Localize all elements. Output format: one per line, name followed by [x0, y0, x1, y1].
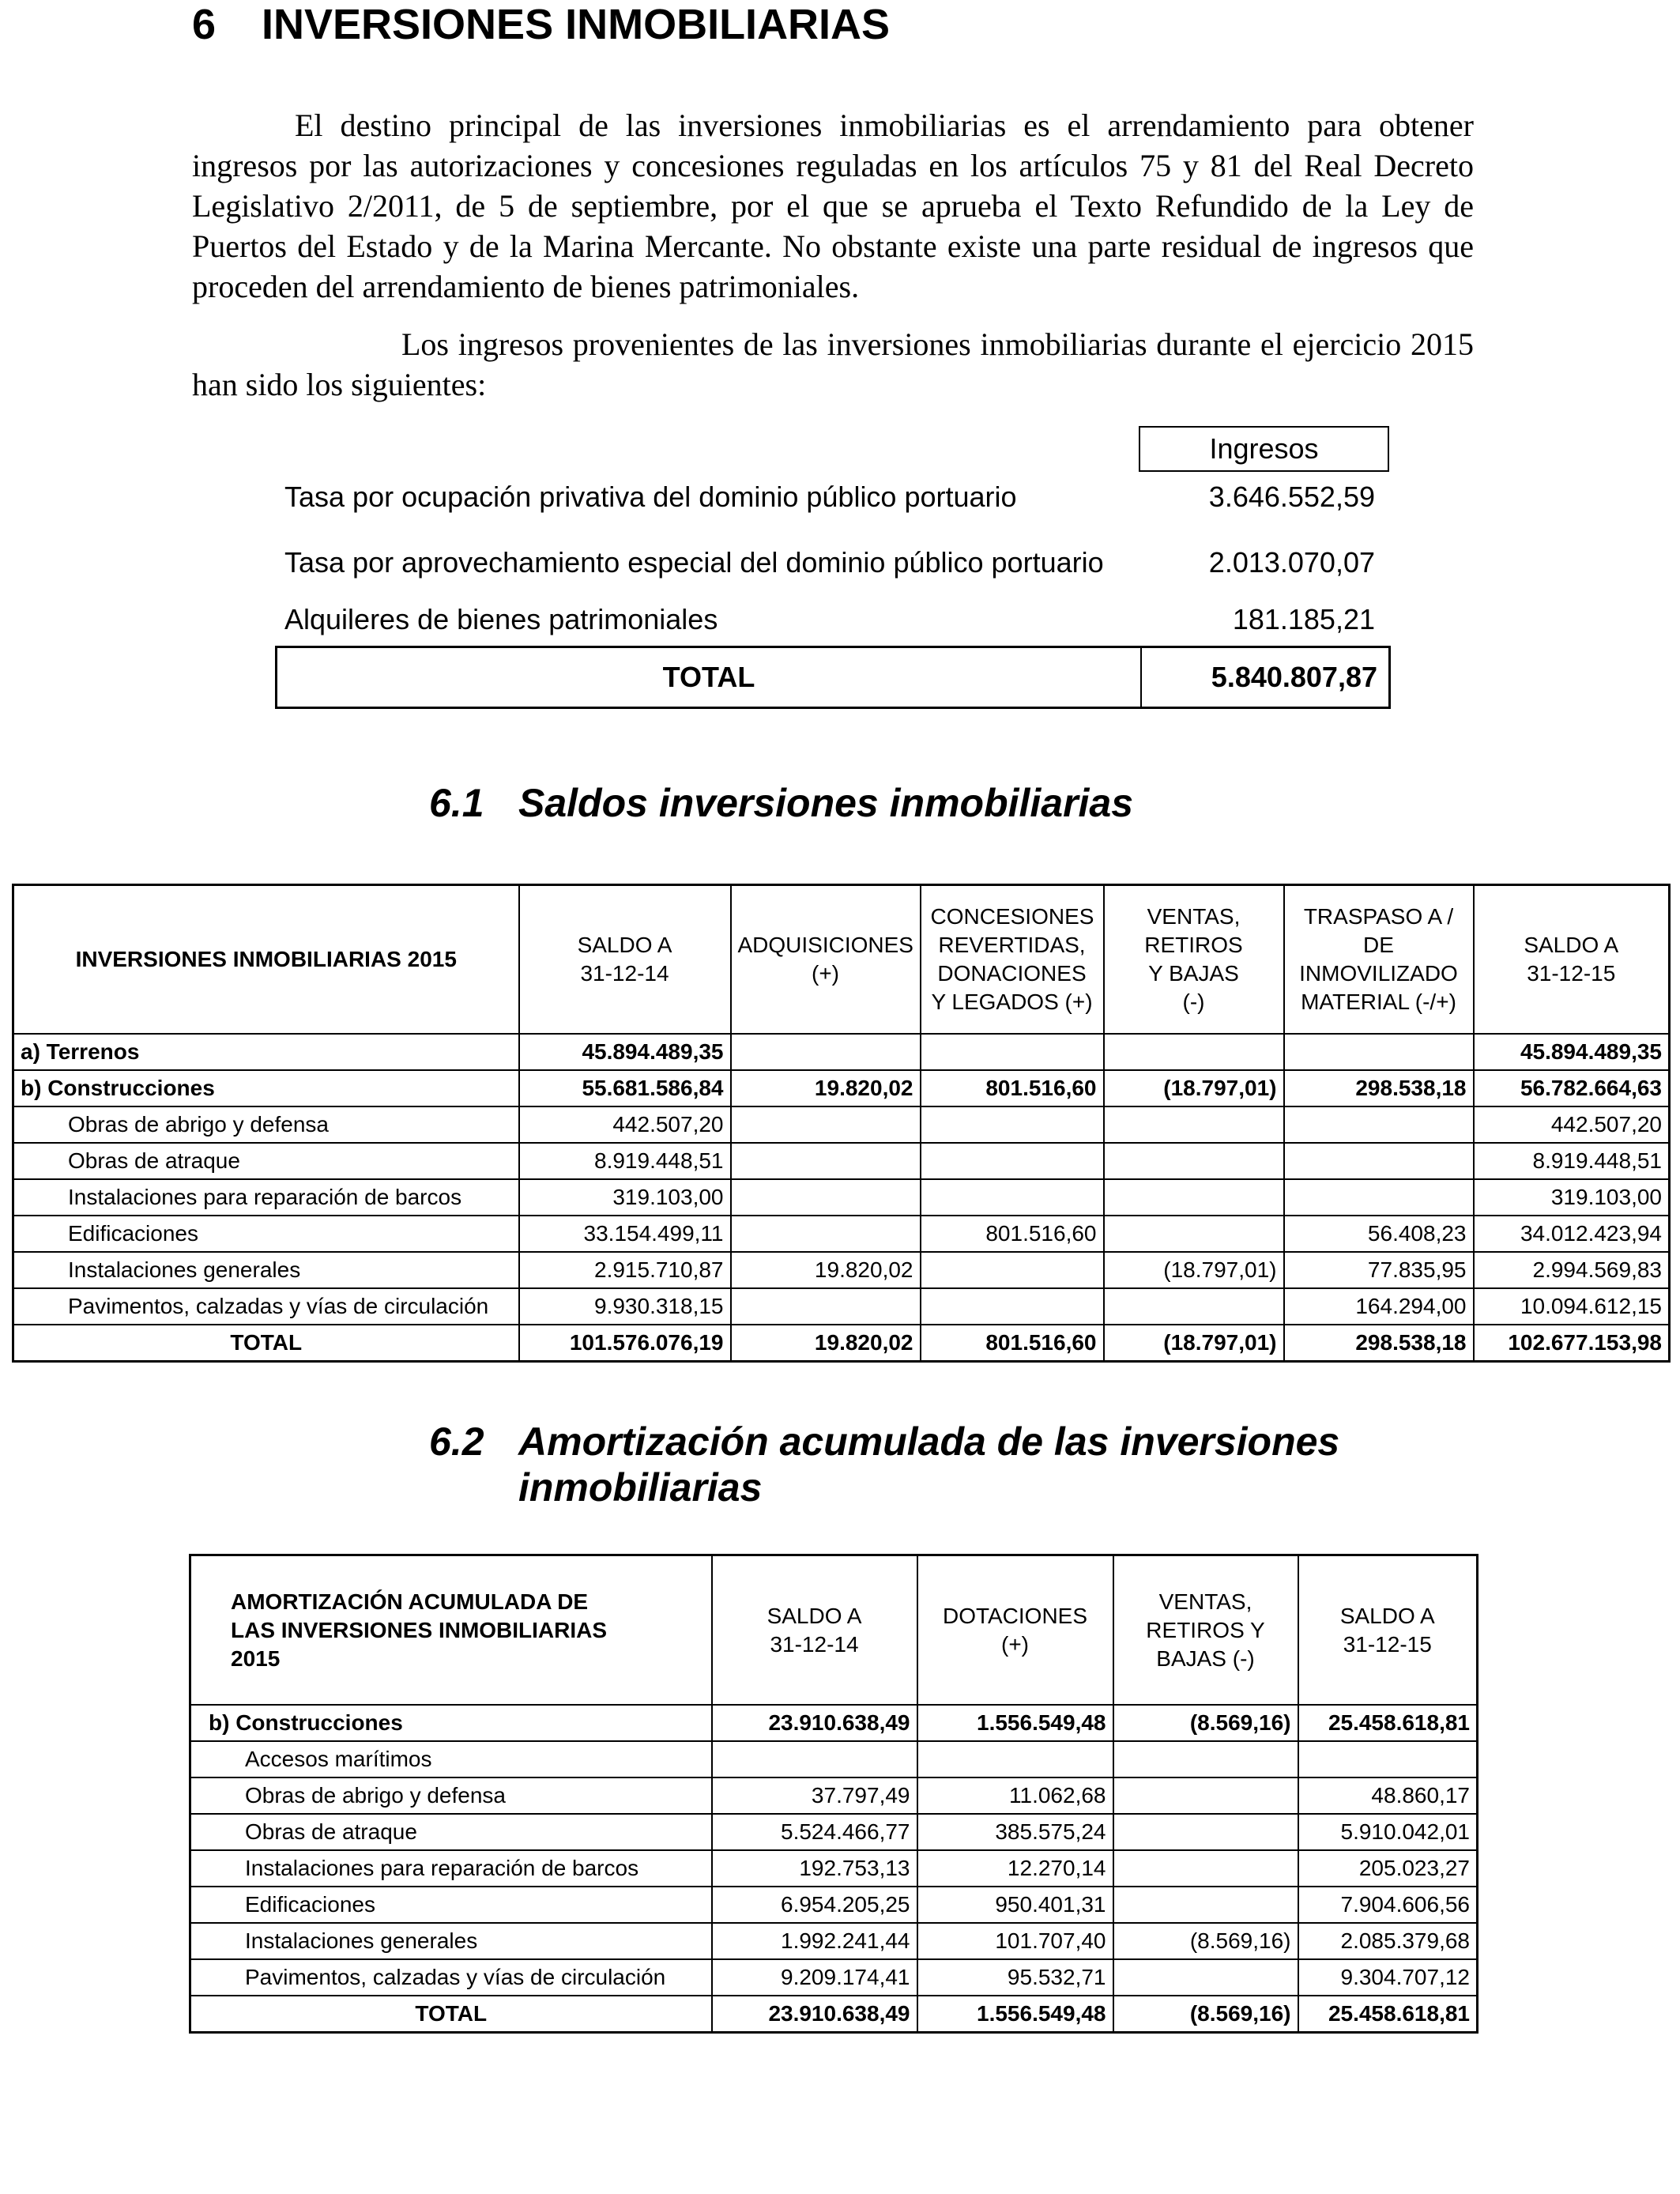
amortizacion-header-saldo-ini: SALDO A 31-12-14	[712, 1555, 917, 1706]
cell-saldo-fin: 2.085.379,68	[1298, 1923, 1478, 1959]
cell-saldo-ini: 319.103,00	[519, 1179, 731, 1216]
cell-concesiones	[921, 1252, 1104, 1288]
cell-saldo-fin: 205.023,27	[1298, 1850, 1478, 1887]
row-label: Accesos marítimos	[190, 1741, 712, 1777]
cell-traspaso: 298.538,18	[1284, 1070, 1474, 1106]
cell-saldo-ini: 8.919.448,51	[519, 1143, 731, 1179]
cell-concesiones: 801.516,60	[921, 1070, 1104, 1106]
cell-saldo-fin: 10.094.612,15	[1474, 1288, 1670, 1325]
ingresos-row	[284, 524, 1389, 601]
subsection-61-title	[429, 780, 1133, 826]
cell-adquisiciones	[731, 1216, 921, 1252]
cell-dotaciones: 950.401,31	[917, 1887, 1113, 1923]
cell-saldo-ini: 23.910.638,49	[712, 1705, 917, 1741]
row-label: Edificaciones	[190, 1887, 712, 1923]
cell-saldo-fin: 56.782.664,63	[1474, 1070, 1670, 1106]
cell-saldo-fin: 25.458.618,81	[1298, 1705, 1478, 1741]
cell-ventas	[1113, 1777, 1298, 1814]
cell-dotaciones: 11.062,68	[917, 1777, 1113, 1814]
row-label: TOTAL	[13, 1325, 519, 1362]
subsection-title-text: Saldos inversiones inmobiliarias	[518, 781, 1134, 825]
subsection-62-title	[429, 1419, 1339, 1510]
table-row	[13, 1288, 1670, 1325]
cell-saldo-ini: 2.915.710,87	[519, 1252, 731, 1288]
cell-ventas	[1104, 1288, 1284, 1325]
cell-saldo-fin: 34.012.423,94	[1474, 1216, 1670, 1252]
paragraph-text: Los ingresos provenientes de las inversiones inmobiliarias durante el ejercicio 2015 han sido los siguientes:	[192, 326, 1474, 402]
cell-ventas	[1104, 1143, 1284, 1179]
cell-saldo-fin: 102.677.153,98	[1474, 1325, 1670, 1362]
ingresos-value: 3.646.552,59	[1208, 481, 1375, 513]
ingresos-value: 181.185,21	[1232, 603, 1375, 635]
row-label: Instalaciones generales	[13, 1252, 519, 1288]
table-row	[190, 1887, 1478, 1923]
ingresos-total-row	[275, 646, 1391, 709]
amortizacion-header-dotaciones: DOTACIONES (+)	[917, 1555, 1113, 1706]
ingresos-value: 2.013.070,07	[1208, 546, 1375, 579]
cell-saldo-fin: 5.910.042,01	[1298, 1814, 1478, 1850]
cell-concesiones: 801.516,60	[921, 1216, 1104, 1252]
saldos-header-row	[13, 885, 1670, 1035]
ingresos-intro-paragraph	[192, 324, 1474, 405]
cell-saldo-ini: 9.930.318,15	[519, 1288, 731, 1325]
table-row	[13, 1252, 1670, 1288]
cell-saldo-fin: 45.894.489,35	[1474, 1034, 1670, 1070]
table-row	[190, 1741, 1478, 1777]
cell-dotaciones	[917, 1741, 1113, 1777]
cell-saldo-ini: 5.524.466,77	[712, 1814, 917, 1850]
section-number: 6	[192, 1, 217, 48]
saldos-header-saldo-ini: SALDO A 31-12-14	[519, 885, 731, 1035]
ingresos-header: Ingresos	[1139, 426, 1389, 472]
cell-concesiones	[921, 1106, 1104, 1143]
row-label: a) Terrenos	[13, 1034, 519, 1070]
cell-adquisiciones: 19.820,02	[731, 1325, 921, 1362]
row-label: TOTAL	[190, 1996, 712, 2033]
cell-dotaciones: 1.556.549,48	[917, 1996, 1113, 2033]
cell-ventas	[1104, 1179, 1284, 1216]
saldos-header-traspaso: TRASPASO A / DE INMOVILIZADO MATERIAL (-/+)	[1284, 885, 1474, 1035]
cell-saldo-fin	[1298, 1741, 1478, 1777]
amortizacion-header-saldo-fin: SALDO A 31-12-15	[1298, 1555, 1478, 1706]
cell-traspaso	[1284, 1179, 1474, 1216]
subsection-title-text: inmobiliarias	[518, 1465, 763, 1510]
cell-adquisiciones: 19.820,02	[731, 1252, 921, 1288]
cell-traspaso: 56.408,23	[1284, 1216, 1474, 1252]
subsection-number: 6.1	[429, 781, 484, 825]
cell-saldo-fin: 25.458.618,81	[1298, 1996, 1478, 2033]
cell-adquisiciones	[731, 1106, 921, 1143]
cell-adquisiciones	[731, 1143, 921, 1179]
table-row	[190, 1959, 1478, 1996]
row-label: Obras de atraque	[190, 1814, 712, 1850]
cell-saldo-ini: 23.910.638,49	[712, 1996, 917, 2033]
cell-saldo-fin: 9.304.707,12	[1298, 1959, 1478, 1996]
cell-dotaciones: 95.532,71	[917, 1959, 1113, 1996]
saldos-header-label: INVERSIONES INMOBILIARIAS 2015	[13, 885, 519, 1035]
cell-dotaciones: 101.707,40	[917, 1923, 1113, 1959]
row-label: Obras de atraque	[13, 1143, 519, 1179]
cell-traspaso: 164.294,00	[1284, 1288, 1474, 1325]
ingresos-row	[284, 601, 1389, 638]
table-row	[13, 1179, 1670, 1216]
cell-traspaso: 77.835,95	[1284, 1252, 1474, 1288]
ingresos-row	[284, 479, 1389, 515]
cell-adquisiciones	[731, 1179, 921, 1216]
cell-dotaciones: 385.575,24	[917, 1814, 1113, 1850]
row-label: Instalaciones para reparación de barcos	[190, 1850, 712, 1887]
cell-ventas	[1113, 1850, 1298, 1887]
ingresos-total-value: 5.840.807,87	[1211, 661, 1377, 693]
cell-dotaciones: 1.556.549,48	[917, 1705, 1113, 1741]
cell-adquisiciones: 19.820,02	[731, 1070, 921, 1106]
ingresos-label: Tasa por ocupación privativa del dominio público portuario	[284, 481, 1017, 513]
cell-concesiones	[921, 1288, 1104, 1325]
cell-concesiones	[921, 1179, 1104, 1216]
table-row	[13, 1034, 1670, 1070]
table-row	[190, 1850, 1478, 1887]
amortizacion-table	[189, 1554, 1478, 2034]
cell-adquisiciones	[731, 1034, 921, 1070]
cell-concesiones	[921, 1034, 1104, 1070]
cell-saldo-ini: 442.507,20	[519, 1106, 731, 1143]
cell-saldo-ini: 55.681.586,84	[519, 1070, 731, 1106]
saldos-header-concesiones: CONCESIONES REVERTIDAS, DONACIONES Y LEGADOS (+)	[921, 885, 1104, 1035]
section-title	[192, 0, 890, 49]
amortizacion-header-ventas: VENTAS, RETIROS Y BAJAS (-)	[1113, 1555, 1298, 1706]
row-label: b) Construcciones	[13, 1070, 519, 1106]
row-label: Instalaciones generales	[190, 1923, 712, 1959]
cell-ventas	[1113, 1887, 1298, 1923]
cell-ventas	[1104, 1216, 1284, 1252]
cell-concesiones	[921, 1143, 1104, 1179]
saldos-table	[12, 884, 1671, 1363]
table-row	[190, 1777, 1478, 1814]
ingresos-total-label: TOTAL	[277, 648, 1142, 707]
cell-saldo-ini: 101.576.076,19	[519, 1325, 731, 1362]
table-row	[13, 1143, 1670, 1179]
row-label: Obras de abrigo y defensa	[190, 1777, 712, 1814]
cell-traspaso	[1284, 1106, 1474, 1143]
intro-paragraph	[192, 105, 1474, 307]
cell-saldo-fin: 8.919.448,51	[1474, 1143, 1670, 1179]
cell-saldo-ini: 33.154.499,11	[519, 1216, 731, 1252]
cell-saldo-ini: 192.753,13	[712, 1850, 917, 1887]
section-title-text: INVERSIONES INMOBILIARIAS	[262, 1, 891, 48]
saldos-header-saldo-fin: SALDO A 31-12-15	[1474, 885, 1670, 1035]
cell-ventas: (8.569,16)	[1113, 1923, 1298, 1959]
subsection-title-text: Amortización acumulada de las inversiones	[518, 1419, 1340, 1464]
total-row	[190, 1996, 1478, 2033]
table-row	[13, 1070, 1670, 1106]
cell-ventas	[1113, 1959, 1298, 1996]
ingresos-label: Tasa por aprovechamiento especial del dominio público portuario	[284, 546, 1104, 579]
cell-saldo-fin: 48.860,17	[1298, 1777, 1478, 1814]
cell-ventas	[1113, 1814, 1298, 1850]
cell-saldo-ini: 6.954.205,25	[712, 1887, 917, 1923]
cell-ventas: (8.569,16)	[1113, 1705, 1298, 1741]
cell-traspaso: 298.538,18	[1284, 1325, 1474, 1362]
cell-ventas: (18.797,01)	[1104, 1070, 1284, 1106]
total-row	[13, 1325, 1670, 1362]
row-label: Pavimentos, calzadas y vías de circulación	[13, 1288, 519, 1325]
saldos-header-adquisiciones: ADQUISICIONES (+)	[731, 885, 921, 1035]
amortizacion-header-row	[190, 1555, 1478, 1706]
cell-saldo-fin: 319.103,00	[1474, 1179, 1670, 1216]
cell-traspaso	[1284, 1143, 1474, 1179]
cell-ventas	[1104, 1034, 1284, 1070]
table-row	[13, 1216, 1670, 1252]
cell-dotaciones: 12.270,14	[917, 1850, 1113, 1887]
row-label: b) Construcciones	[190, 1705, 712, 1741]
ingresos-label: Alquileres de bienes patrimoniales	[284, 603, 718, 635]
table-row	[190, 1705, 1478, 1741]
cell-ventas	[1104, 1106, 1284, 1143]
cell-saldo-fin: 2.994.569,83	[1474, 1252, 1670, 1288]
cell-ventas: (8.569,16)	[1113, 1996, 1298, 2033]
cell-ventas: (18.797,01)	[1104, 1325, 1284, 1362]
cell-ventas: (18.797,01)	[1104, 1252, 1284, 1288]
amortizacion-header-label: AMORTIZACIÓN ACUMULADA DE LAS INVERSIONES INMOBILIARIAS 2015	[190, 1555, 712, 1706]
row-label: Obras de abrigo y defensa	[13, 1106, 519, 1143]
paragraph-text: El destino principal de las inversiones inmobiliarias es el arrendamiento para obtener ingresos por las autorizaciones y concesiones reguladas en los artículos 75 y 81 del Real Decreto Legislativo 2/2011, de 5 de septiembre, por el que se aprueba el Texto Refundido de la Ley de Puertos del Estado y de la Marina Mercante. No obstante existe una parte residual de ingresos que proceden del arrendamiento de bienes patrimoniales.	[192, 107, 1474, 304]
cell-saldo-ini: 45.894.489,35	[519, 1034, 731, 1070]
cell-concesiones: 801.516,60	[921, 1325, 1104, 1362]
saldos-header-ventas: VENTAS, RETIROS Y BAJAS (-)	[1104, 885, 1284, 1035]
row-label: Edificaciones	[13, 1216, 519, 1252]
cell-saldo-ini: 1.992.241,44	[712, 1923, 917, 1959]
subsection-number: 6.2	[429, 1419, 484, 1464]
cell-saldo-fin: 7.904.606,56	[1298, 1887, 1478, 1923]
cell-saldo-fin: 442.507,20	[1474, 1106, 1670, 1143]
cell-saldo-ini: 37.797,49	[712, 1777, 917, 1814]
cell-adquisiciones	[731, 1288, 921, 1325]
cell-traspaso	[1284, 1034, 1474, 1070]
table-row	[190, 1923, 1478, 1959]
row-label: Instalaciones para reparación de barcos	[13, 1179, 519, 1216]
cell-saldo-ini	[712, 1741, 917, 1777]
cell-saldo-ini: 9.209.174,41	[712, 1959, 917, 1996]
table-row	[190, 1814, 1478, 1850]
row-label: Pavimentos, calzadas y vías de circulación	[190, 1959, 712, 1996]
cell-ventas	[1113, 1741, 1298, 1777]
table-row	[13, 1106, 1670, 1143]
